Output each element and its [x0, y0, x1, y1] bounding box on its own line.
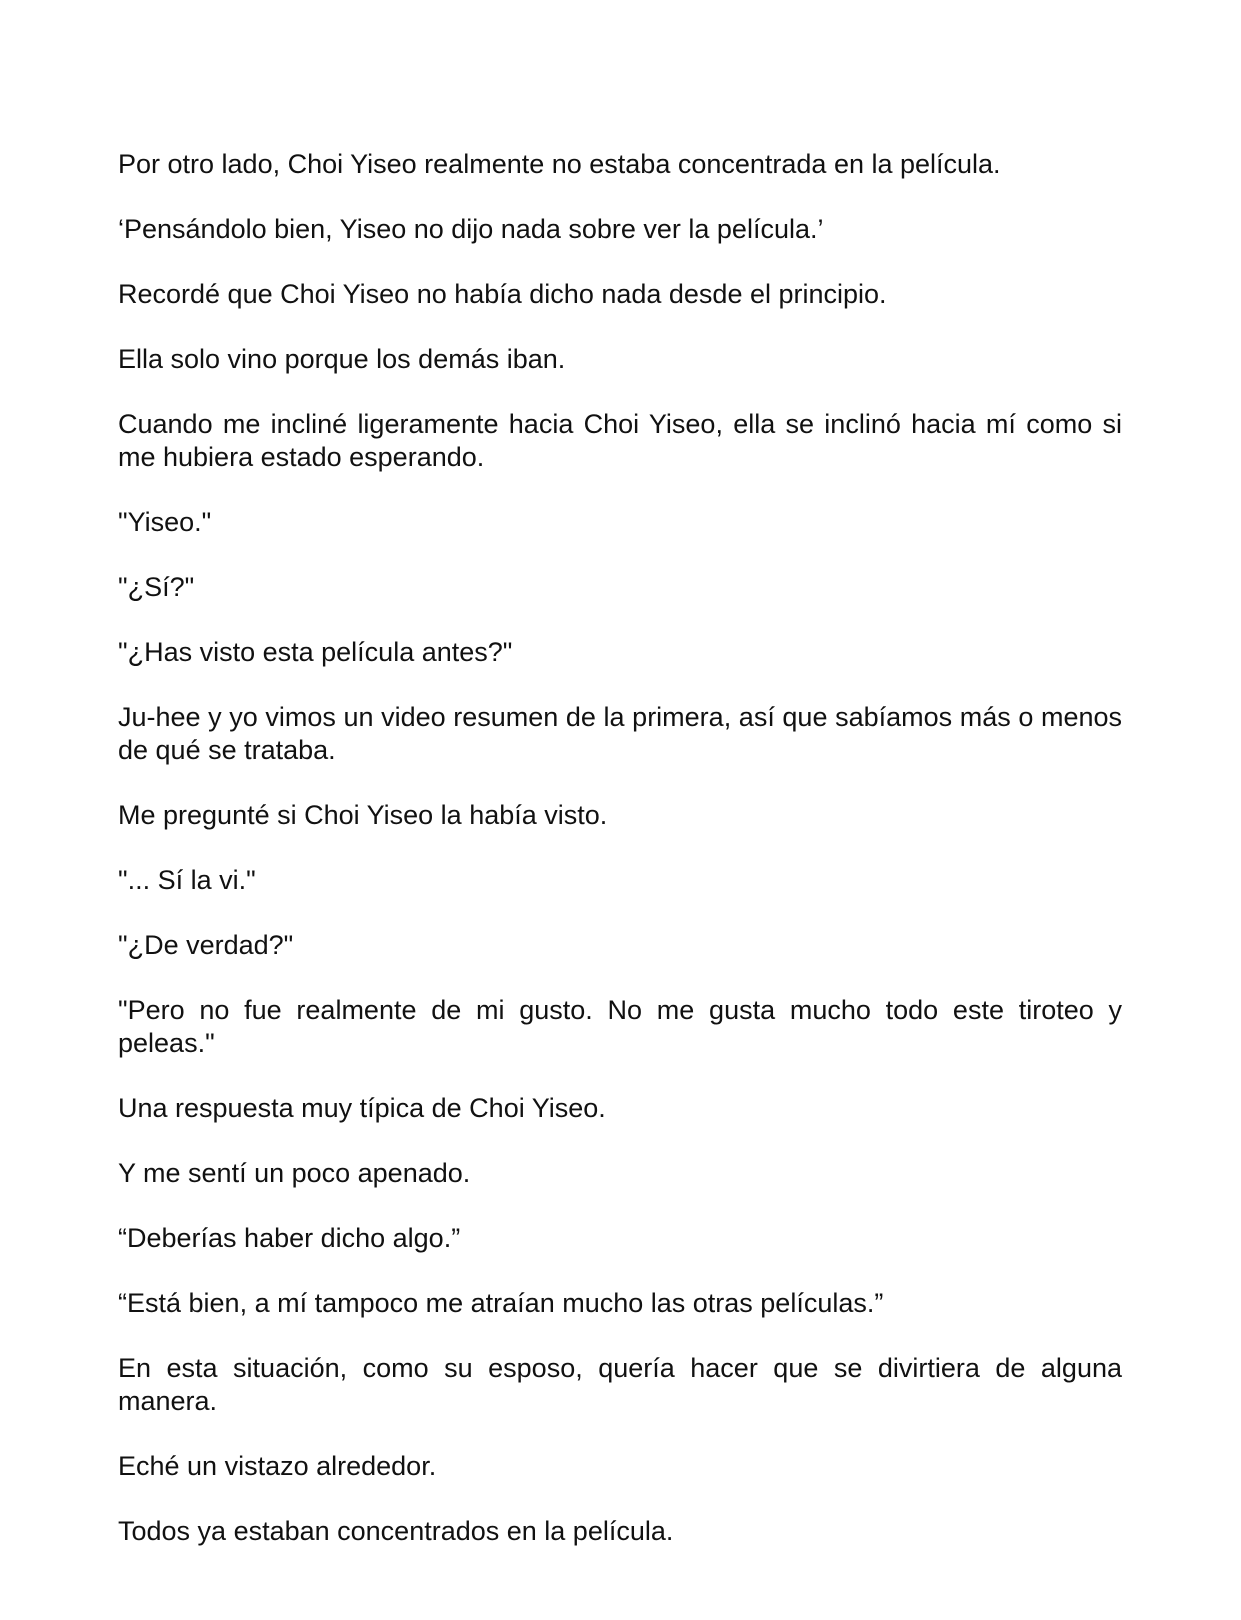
paragraph: Cuando me incliné ligeramente hacia Choi Yiseo, ella se inclinó hacia mí como si me hubiera estado esperando.	[118, 409, 1122, 472]
paragraph: Me pregunté si Choi Yiseo la había visto.	[118, 800, 608, 830]
paragraph: Todos ya estaban concentrados en la película.	[118, 1516, 674, 1546]
paragraph: Eché un vistazo alrededor.	[118, 1451, 437, 1481]
paragraph: Por otro lado, Choi Yiseo realmente no estaba concentrada en la película.	[118, 149, 1001, 179]
paragraph: "¿Sí?"	[118, 572, 195, 602]
paragraph: “Está bien, a mí tampoco me atraían mucho las otras películas.”	[118, 1288, 884, 1318]
paragraph: Y me sentí un poco apenado.	[118, 1158, 471, 1188]
paragraph: “Deberías haber dicho algo.”	[118, 1223, 461, 1253]
paragraph: ‘Pensándolo bien, Yiseo no dijo nada sobre ver la película.’	[118, 214, 824, 244]
paragraph: "¿De verdad?"	[118, 930, 294, 960]
paragraph: Ju-hee y yo vimos un video resumen de la primera, así que sabíamos más o menos de qué se trataba.	[118, 702, 1122, 765]
paragraph: Una respuesta muy típica de Choi Yiseo.	[118, 1093, 606, 1123]
paragraph: Ella solo vino porque los demás iban.	[118, 344, 566, 374]
paragraph: En esta situación, como su esposo, quería hacer que se divirtiera de alguna manera.	[118, 1353, 1122, 1416]
document-body	[118, 148, 1122, 1580]
paragraph: "¿Has visto esta película antes?"	[118, 637, 513, 667]
paragraph: Recordé que Choi Yiseo no había dicho nada desde el principio.	[118, 279, 887, 309]
paragraph: "... Sí la vi."	[118, 865, 256, 895]
paragraph: "Pero no fue realmente de mi gusto. No me gusta mucho todo este tiroteo y peleas."	[118, 995, 1122, 1058]
paragraph: "Yiseo."	[118, 507, 212, 537]
